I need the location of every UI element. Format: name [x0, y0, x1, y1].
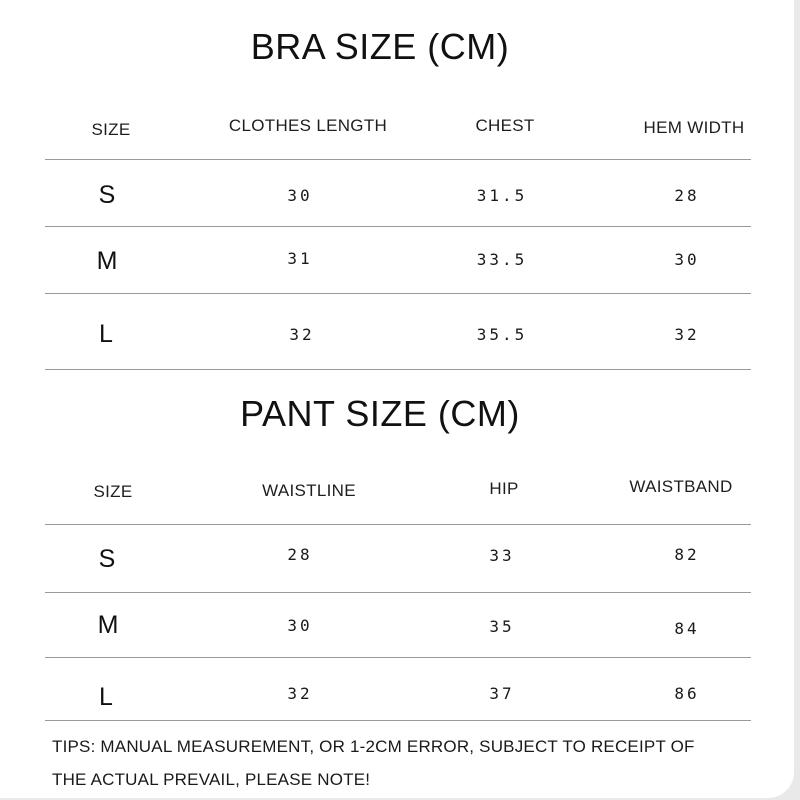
pant-row-size-l: L [99, 683, 113, 711]
pant-cell-m-waistline: 30 [287, 616, 313, 635]
pant-header-waistband: WAISTBAND [629, 477, 733, 496]
bra-header-clothes-length: CLOTHES LENGTH [228, 116, 388, 135]
bra-row-size-l: L [99, 320, 113, 348]
bra-cell-l-length: 32 [289, 325, 315, 344]
pant-cell-m-waistband: 84 [674, 619, 700, 638]
pant-cell-l-waistband: 86 [674, 684, 700, 703]
pant-cell-s-waistline: 28 [287, 545, 313, 564]
bra-header-divider [45, 159, 751, 160]
bra-size-title: BRA SIZE (CM) [250, 26, 510, 67]
pant-cell-s-waistband: 82 [674, 545, 700, 564]
tips-line-2: THE ACTUAL PREVAIL, PLEASE NOTE! [52, 770, 371, 789]
bra-cell-s-hem: 28 [674, 186, 700, 205]
bra-row-size-s: S [98, 181, 116, 209]
pant-cell-l-waistline: 32 [287, 684, 313, 703]
bra-row-divider [45, 226, 751, 227]
pant-cell-m-hip: 35 [489, 617, 515, 636]
pant-header-size: SIZE [93, 482, 133, 501]
bra-row-divider [45, 293, 751, 294]
pant-header-waistline: WAISTLINE [262, 481, 356, 500]
bra-cell-m-hem: 30 [674, 250, 700, 269]
pant-row-size-s: S [98, 545, 116, 573]
pant-row-divider [45, 657, 751, 658]
bra-cell-l-chest: 35.5 [476, 325, 528, 344]
bra-cell-s-chest: 31.5 [476, 186, 528, 205]
pant-table-bottom-rule [45, 720, 751, 721]
pant-row-divider [45, 592, 751, 593]
pant-size-title: PANT SIZE (CM) [240, 393, 520, 434]
bra-cell-m-length: 31 [287, 249, 313, 268]
bra-header-size: SIZE [91, 120, 131, 139]
pant-header-hip: HIP [489, 479, 519, 498]
bra-cell-l-hem: 32 [674, 325, 700, 344]
pant-cell-s-hip: 33 [489, 546, 515, 565]
pant-cell-l-hip: 37 [489, 684, 515, 703]
pant-header-divider [45, 524, 751, 525]
bra-header-hem-width: HEM WIDTH [643, 118, 745, 137]
pant-row-size-m: M [97, 611, 119, 639]
bra-cell-m-chest: 33.5 [476, 250, 528, 269]
bra-table-bottom-rule [45, 369, 751, 370]
bra-header-chest: CHEST [475, 116, 535, 135]
tips-line-1: TIPS: MANUAL MEASUREMENT, OR 1-2CM ERROR, SUBJECT TO RECEIPT OF [52, 737, 695, 756]
bra-cell-s-length: 30 [287, 186, 313, 205]
bra-row-size-m: M [96, 247, 118, 275]
